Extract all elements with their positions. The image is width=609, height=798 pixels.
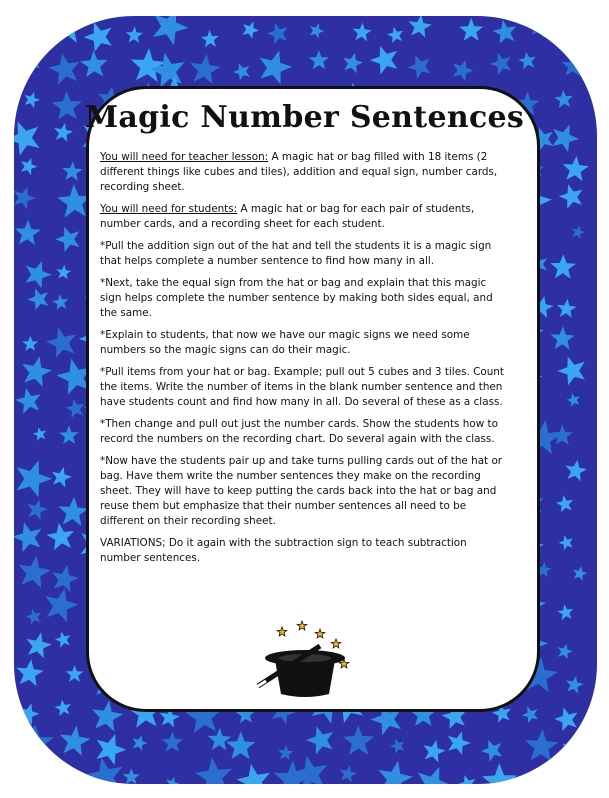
star-icon (17, 460, 53, 497)
star-icon (408, 55, 431, 78)
star-icon (19, 703, 40, 725)
star-icon (131, 48, 166, 82)
star-icon (343, 725, 375, 755)
star-icon (233, 63, 250, 80)
star-icon (14, 187, 36, 210)
star-icon (19, 556, 51, 589)
star-icon (559, 535, 573, 550)
star-icon (84, 22, 112, 52)
star-icon (60, 726, 91, 756)
star-icon (24, 781, 38, 784)
star-icon (22, 336, 38, 351)
star-icon (56, 265, 71, 280)
star-icon (55, 632, 71, 648)
star-icon (525, 729, 559, 761)
star-icon (47, 523, 75, 551)
star-icon (551, 326, 575, 349)
star-icon (552, 425, 573, 445)
star-icon (353, 23, 372, 42)
star-icon (572, 226, 585, 239)
star-icon (46, 327, 76, 357)
star-icon (482, 763, 517, 784)
star-icon (86, 758, 122, 785)
star-icon (14, 522, 41, 552)
star-icon (562, 54, 585, 76)
star-icon (390, 739, 404, 754)
star-icon (52, 467, 72, 488)
star-icon (21, 158, 38, 175)
star-icon (493, 20, 517, 44)
star-icon (343, 53, 363, 73)
star-icon (55, 227, 79, 252)
star-icon (226, 731, 256, 759)
star-icon (55, 700, 72, 717)
star-icon (370, 46, 397, 75)
star-icon (65, 399, 84, 418)
star-icon (22, 356, 52, 386)
star-icon (563, 156, 589, 182)
star-icon (522, 706, 538, 723)
star-icon (556, 495, 573, 512)
star-icon (59, 425, 79, 444)
star-icon (306, 726, 333, 754)
star-icon (26, 632, 52, 658)
star-icon (52, 294, 68, 310)
star-icon (16, 659, 44, 686)
star-icon (63, 768, 76, 781)
sparkle-star-icon (277, 627, 287, 636)
star-icon (27, 288, 48, 310)
star-icon (557, 356, 585, 385)
star-icon (518, 52, 536, 70)
paragraph: You will need for students: A magic hat or bag for each pair of students, number cards, and a recording sheet for each student. (100, 203, 475, 230)
star-icon (21, 49, 42, 70)
star-icon (15, 388, 41, 414)
paragraph: *Pull items from your hat or bag. Example; pull out 5 cubes and 3 tiles. Count the items. Write the number of items in the blank number sentence and then have students count and find how many in all. Do several of these as a class. (100, 366, 504, 408)
star-icon (530, 18, 550, 38)
star-icon (26, 261, 52, 288)
paragraph: *Pull the addition sign out of the hat and tell the students it is a magic sign that helps complete a number sentence to find how many in all. (100, 240, 492, 267)
star-icon (557, 604, 573, 620)
paragraph: You will need for teacher lesson: A magic hat or bag filled with 18 items (2 different things like cubes and tiles), addition and equal sign, number cards, recording sheet. (100, 151, 498, 193)
star-icon (562, 735, 595, 768)
star-icon (378, 761, 412, 784)
star-icon (550, 254, 576, 279)
star-icon (166, 777, 179, 784)
star-icon (571, 777, 586, 784)
star-icon (558, 644, 573, 659)
star-icon (62, 161, 82, 181)
star-icon (417, 767, 452, 784)
star-icon (190, 54, 220, 84)
paragraph: *Then change and pull out just the number cards. Show the students how to record the numbers on the recording chart. Do several again with the class. (100, 418, 498, 445)
star-icon (521, 773, 535, 784)
star-icon (195, 757, 232, 784)
star-icon (126, 26, 143, 43)
paragraph: VARIATIONS; Do it again with the subtraction sign to teach subtraction number sentences. (100, 537, 467, 564)
star-icon (567, 393, 580, 407)
star-icon (237, 764, 271, 784)
star-icon (573, 566, 587, 581)
star-icon (566, 676, 584, 694)
paragraph: *Next, take the equal sign from the hat or bag and explain that this magic sign helps complete the number sentence by making both sides equal, and the same. (100, 277, 493, 319)
star-icon (33, 427, 47, 441)
star-icon (201, 30, 219, 48)
star-icon (309, 50, 329, 69)
star-icon (52, 565, 79, 592)
sparkle-star-icon (331, 639, 341, 648)
star-icon (564, 21, 597, 55)
star-icon (153, 16, 188, 45)
star-icon (267, 23, 288, 45)
star-icon (49, 53, 80, 84)
star-icon (15, 220, 41, 245)
sparkle-star-icon (297, 621, 307, 630)
star-icon (490, 53, 511, 75)
star-icon (58, 497, 88, 526)
star-icon (150, 53, 185, 88)
star-icon (458, 775, 476, 784)
instructions-body (100, 150, 510, 573)
page-title: Magic Number Sentences (84, 100, 525, 135)
star-icon (26, 609, 41, 625)
star-icon (409, 16, 432, 38)
magic-hat-icon (250, 620, 360, 700)
star-icon (16, 724, 54, 760)
star-icon (340, 765, 357, 783)
star-icon (45, 588, 78, 622)
star-icon (80, 50, 108, 77)
star-icon (278, 745, 294, 760)
star-icon (123, 768, 140, 784)
star-icon (162, 731, 184, 752)
star-icon (28, 499, 48, 520)
sparkle-star-icon (315, 629, 325, 638)
star-icon (22, 26, 38, 42)
star-icon (208, 728, 232, 751)
star-icon (453, 60, 474, 82)
star-icon (557, 299, 577, 318)
star-icon (387, 27, 403, 44)
paragraph: *Now have the students pair up and take turns pulling cards out of the hat or bag. Have them write the number sentences they make on the recording sheet. They will have to keep putting the cards back into the hat or bag and reuse them but emphasize that their number sentences all need to be different on their recording sheet. (100, 455, 503, 527)
star-icon (242, 21, 259, 39)
star-icon (481, 740, 502, 762)
star-icon (50, 16, 85, 43)
star-icon (559, 184, 583, 209)
star-icon (310, 23, 325, 38)
star-icon (459, 18, 483, 41)
paragraph: *Explain to students, that now we have our magic signs we need some numbers so the magic signs can do their magic. (100, 329, 470, 356)
star-icon (66, 665, 84, 682)
star-icon (133, 735, 148, 751)
star-icon (448, 731, 471, 755)
star-icon (260, 50, 293, 84)
star-icon (554, 707, 577, 731)
star-icon (424, 740, 446, 763)
star-icon (566, 460, 588, 482)
